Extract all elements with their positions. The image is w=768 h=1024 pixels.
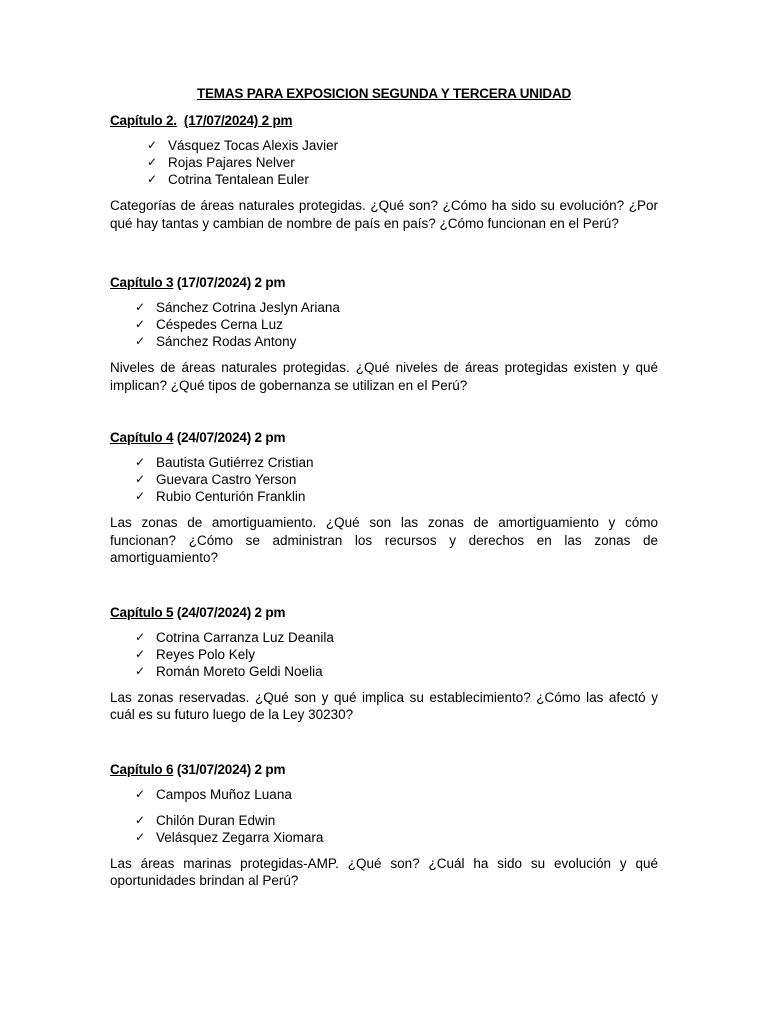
- student-name: Román Moreto Geldi Noelia: [156, 663, 323, 679]
- check-icon: ✓: [134, 829, 146, 844]
- student-name: Reyes Polo Kely: [156, 646, 256, 662]
- chapter-label: Capítulo 3: [110, 275, 174, 290]
- chapter-datetime: (31/07/2024) 2 pm: [176, 761, 286, 777]
- chapter-topic: Categorías de áreas naturales protegidas. ¿Qué son? ¿Cómo ha sido su evolución? ¿Por qué hay tantas y cambian de nombre de país en país? ¿Cómo funcionan en el Perú?: [110, 198, 658, 231]
- student-name: Céspedes Cerna Luz: [156, 317, 283, 332]
- student-item: [146, 154, 658, 171]
- student-item: [134, 629, 658, 646]
- student-list: [110, 137, 658, 188]
- student-item: [146, 137, 658, 154]
- student-name: Cotrina Carranza Luz Deanila: [156, 629, 334, 645]
- student-item: [134, 786, 658, 803]
- student-item: [134, 299, 658, 316]
- student-item: [134, 663, 658, 680]
- chapter-datetime: (24/07/2024) 2 pm: [176, 430, 286, 445]
- chapter-6-section: [110, 762, 658, 890]
- student-item: [134, 471, 658, 488]
- chapter-datetime: (24/07/2024) 2 pm: [176, 604, 286, 620]
- student-item: [134, 488, 658, 505]
- check-icon: ✓: [146, 172, 158, 186]
- student-list: [110, 786, 658, 846]
- chapter-label: Capítulo 4: [110, 430, 174, 445]
- student-list: [110, 629, 658, 680]
- student-item: [134, 316, 658, 333]
- chapter-2-section: [110, 113, 658, 232]
- document-title: TEMAS PARA EXPOSICION SEGUNDA Y TERCERA UNIDAD: [196, 86, 572, 101]
- student-list: [110, 454, 658, 505]
- check-icon: ✓: [134, 489, 146, 503]
- check-icon: ✓: [134, 455, 146, 469]
- student-name: Chilón Duran Edwin: [156, 812, 276, 828]
- student-item: [134, 454, 658, 471]
- chapter-label: Capítulo 6: [110, 761, 174, 777]
- check-icon: ✓: [134, 646, 146, 661]
- chapter-label: Capítulo 5: [110, 604, 174, 620]
- chapter-3-section: [110, 275, 658, 394]
- check-icon: ✓: [134, 334, 146, 348]
- chapter-heading: [110, 430, 658, 445]
- student-name: Vásquez Tocas Alexis Javier: [168, 138, 339, 153]
- student-name: Sánchez Cotrina Jeslyn Ariana: [156, 300, 340, 315]
- check-icon: ✓: [134, 472, 146, 486]
- check-icon: ✓: [146, 155, 158, 169]
- chapter-datetime: (17/07/2024) 2 pm: [176, 275, 286, 290]
- chapter-topic: Las zonas de amortiguamiento. ¿Qué son las zonas de amortiguamiento y cómo funcionan? ¿Cómo se administran los recursos y derechos en las zonas de amortiguamiento?: [110, 515, 658, 565]
- student-name: Rojas Pajares Nelver: [168, 155, 295, 170]
- student-item: [134, 646, 658, 663]
- student-name: Campos Muñoz Luana: [156, 786, 292, 802]
- chapter-datetime: (17/07/2024) 2 pm: [183, 113, 293, 128]
- student-name: Rubio Centurión Franklin: [156, 489, 306, 504]
- chapter-topic: Niveles de áreas naturales protegidas. ¿Qué niveles de áreas protegidas existen y qué implican? ¿Qué tipos de gobernanza se utilizan en el Perú?: [110, 360, 658, 393]
- check-icon: ✓: [134, 786, 146, 801]
- chapter-heading: [110, 275, 658, 290]
- student-name: Sánchez Rodas Antony: [156, 334, 297, 349]
- student-item: [134, 333, 658, 350]
- chapter-4-section: [110, 430, 658, 567]
- student-name: Velásquez Zegarra Xiomara: [156, 829, 324, 845]
- chapter-label: Capítulo 2.: [110, 113, 177, 128]
- student-name: Bautista Gutiérrez Cristian: [156, 455, 314, 470]
- check-icon: ✓: [134, 812, 146, 827]
- chapter-5-section: [110, 605, 658, 724]
- check-icon: ✓: [134, 663, 146, 678]
- chapter-topic: Las áreas marinas protegidas-AMP. ¿Qué son? ¿Cuál ha sido su evolución y qué oportunidades brindan al Perú?: [110, 855, 658, 888]
- student-name: Cotrina Tentalean Euler: [168, 172, 309, 187]
- chapter-heading: [110, 605, 658, 620]
- student-item: [134, 812, 658, 829]
- chapter-heading: [110, 113, 658, 128]
- chapter-heading: [110, 762, 658, 777]
- check-icon: ✓: [134, 629, 146, 644]
- document-page: [110, 86, 658, 890]
- student-item: [146, 171, 658, 188]
- student-list: [110, 299, 658, 350]
- chapter-topic: Las zonas reservadas. ¿Qué son y qué implica su establecimiento? ¿Cómo las afectó y cuál es su futuro luego de la Ley 30230?: [110, 689, 658, 722]
- check-icon: ✓: [134, 317, 146, 331]
- student-name: Guevara Castro Yerson: [156, 472, 297, 487]
- check-icon: ✓: [134, 300, 146, 314]
- student-item: [134, 829, 658, 846]
- check-icon: ✓: [146, 138, 158, 152]
